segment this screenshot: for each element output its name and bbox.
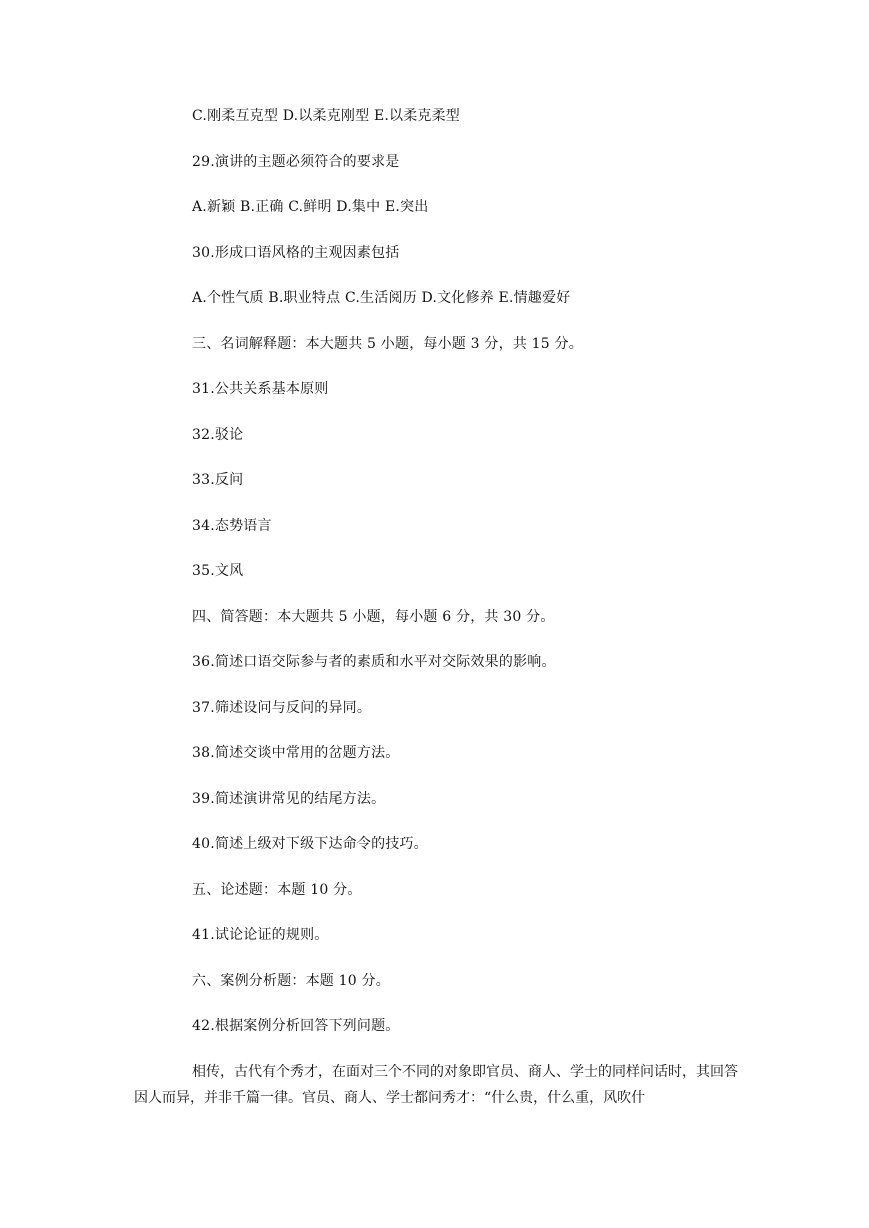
q40: 40.简述上级对下级下达命令的技巧。	[192, 836, 428, 852]
q29-question: 29.演讲的主题必须符合的要求是	[192, 154, 400, 170]
q32: 32.驳论	[192, 427, 244, 443]
q28-options-cde: C.刚柔互克型 D.以柔克刚型 E.以柔克柔型	[192, 108, 461, 124]
q42: 42.根据案例分析回答下列问题。	[192, 1018, 400, 1034]
q29-options: A.新颖 B.正确 C.鲜明 D.集中 E.突出	[192, 199, 429, 215]
q37: 37.筛述设问与反问的异同。	[192, 700, 372, 716]
q34: 34.态势语言	[192, 518, 272, 534]
q41: 41.试论论证的规则。	[192, 927, 329, 943]
section-3-heading: 三、名词解释题：本大题共 5 小题，每小题 3 分，共 15 分。	[192, 336, 583, 352]
section-5-heading: 五、论述题：本题 10 分。	[192, 882, 362, 898]
q31: 31.公共关系基本原则	[192, 381, 329, 397]
q30-options: A.个性气质 B.职业特点 C.生活阅历 D.文化修养 E.情趣爱好	[192, 290, 571, 306]
section-4-heading: 四、简答题：本大题共 5 小题，每小题 6 分，共 30 分。	[192, 609, 555, 625]
section-6-heading: 六、案例分析题：本题 10 分。	[192, 973, 390, 989]
case-paragraph: 相传，古代有个秀才，在面对三个不同的对象即官员、商人、学士的同样问话时，其回答因人而异，并非千篇一律。官员、商人、学士都问秀才：“什么贵，什么重，风吹什	[134, 1064, 738, 1106]
q33: 33.反问	[192, 472, 244, 488]
q39: 39.简述演讲常见的结尾方法。	[192, 791, 386, 807]
q38: 38.简述交谈中常用的岔题方法。	[192, 745, 400, 761]
q36: 36.简述口语交际参与者的素质和水平对交际效果的影响。	[192, 654, 556, 670]
q30-question: 30.形成口语风格的主观因素包括	[192, 245, 400, 261]
q35: 35.文风	[192, 563, 244, 579]
